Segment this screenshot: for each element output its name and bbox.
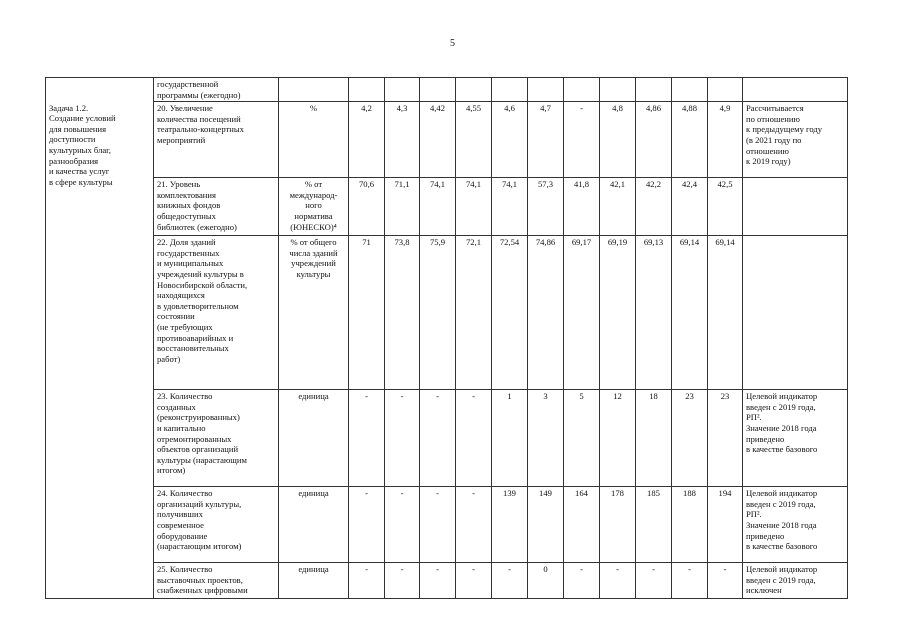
value-cell: 12 (600, 390, 636, 487)
value-cell: - (349, 563, 385, 599)
table-row (46, 236, 848, 390)
value-cell: 139 (492, 487, 528, 563)
value-cell: 4,88 (672, 102, 708, 178)
task-cell: Задача 1.2. Создание условий для повышения доступности культурных благ, разнообразия и качества услуг в сфере культуры (46, 102, 154, 599)
note-cell: Целевой индикатор введен с 2019 года, РП². Значение 2018 года приведено в качестве базового (743, 390, 848, 487)
value-cell: - (385, 563, 420, 599)
value-cell: 4,7 (528, 102, 564, 178)
value-cell (420, 78, 456, 102)
note-cell: Целевой индикатор введен с 2019 года, РП². Значение 2018 года приведено в качестве базового (743, 487, 848, 563)
value-cell: 74,86 (528, 236, 564, 390)
note-cell (743, 178, 848, 236)
value-cell: 71,1 (385, 178, 420, 236)
value-cell: 69,17 (564, 236, 600, 390)
table-row (46, 102, 848, 178)
value-cell: 70,6 (349, 178, 385, 236)
indicators-table (45, 77, 848, 599)
unit-cell: % от международ- ного норматива (ЮНЕСКО)⁴ (279, 178, 349, 236)
indicator-cell: 22. Доля зданий государственных и муниципальных учреждений культуры в Новосибирской области, находящихся в удовлетворительном состоянии (не требующих противоаварийных и восстановительных работ) (154, 236, 279, 390)
value-cell: 23 (708, 390, 743, 487)
indicator-cell: 24. Количество организаций культуры, получивших современное оборудование (нарастающим итогом) (154, 487, 279, 563)
value-cell: - (456, 487, 492, 563)
value-cell (528, 78, 564, 102)
indicator-cell: 21. Уровень комплектования книжных фондов общедоступных библиотек (ежегодно) (154, 178, 279, 236)
value-cell: 73,8 (385, 236, 420, 390)
task-cell-top (46, 78, 154, 102)
value-cell: 42,4 (672, 178, 708, 236)
value-cell: 42,5 (708, 178, 743, 236)
value-cell: - (708, 563, 743, 599)
value-cell: 3 (528, 390, 564, 487)
value-cell: - (456, 390, 492, 487)
value-cell: - (672, 563, 708, 599)
value-cell: 72,54 (492, 236, 528, 390)
value-cell: 4,3 (385, 102, 420, 178)
value-cell: 4,9 (708, 102, 743, 178)
value-cell (492, 78, 528, 102)
table-row (46, 78, 848, 102)
value-cell (564, 78, 600, 102)
value-cell: - (564, 563, 600, 599)
value-cell: 41,8 (564, 178, 600, 236)
value-cell: 69,13 (636, 236, 672, 390)
table-row (46, 390, 848, 487)
value-cell: - (420, 390, 456, 487)
value-cell: 4,42 (420, 102, 456, 178)
value-cell: 0 (528, 563, 564, 599)
note-cell (743, 78, 848, 102)
unit-cell: единица (279, 563, 349, 599)
value-cell: - (600, 563, 636, 599)
value-cell: - (349, 487, 385, 563)
value-cell: - (385, 390, 420, 487)
value-cell: - (492, 563, 528, 599)
value-cell: 185 (636, 487, 672, 563)
unit-cell: % от общего числа зданий учреждений культуры (279, 236, 349, 390)
value-cell: 74,1 (456, 178, 492, 236)
value-cell: 57,3 (528, 178, 564, 236)
unit-cell: единица (279, 390, 349, 487)
value-cell (672, 78, 708, 102)
value-cell (708, 78, 743, 102)
value-cell: - (349, 390, 385, 487)
value-cell: 178 (600, 487, 636, 563)
indicator-cell: 25. Количество выставочных проектов, снабженных цифровыми (154, 563, 279, 599)
value-cell: 1 (492, 390, 528, 487)
value-cell: 18 (636, 390, 672, 487)
value-cell (456, 78, 492, 102)
table-row (46, 563, 848, 599)
table-row (46, 178, 848, 236)
value-cell (636, 78, 672, 102)
value-cell (385, 78, 420, 102)
value-cell: 188 (672, 487, 708, 563)
table-row (46, 487, 848, 563)
value-cell: 4,2 (349, 102, 385, 178)
value-cell: 74,1 (420, 178, 456, 236)
indicator-cell: государственной программы (ежегодно) (154, 78, 279, 102)
value-cell: 4,6 (492, 102, 528, 178)
indicator-cell: 20. Увеличение количества посещений театрально-концертных мероприятий (154, 102, 279, 178)
value-cell: 69,19 (600, 236, 636, 390)
indicator-cell: 23. Количество созданных (реконструированных) и капитально отремонтированных объектов организаций культуры (нарастающим итогом) (154, 390, 279, 487)
note-cell: Целевой индикатор введен с 2019 года, исключен (743, 563, 848, 599)
value-cell: 149 (528, 487, 564, 563)
note-cell: Рассчитывается по отношению к предыдущему году (в 2021 году по отношению к 2019 году) (743, 102, 848, 178)
value-cell: 74,1 (492, 178, 528, 236)
value-cell: 4,55 (456, 102, 492, 178)
value-cell: 5 (564, 390, 600, 487)
value-cell: 23 (672, 390, 708, 487)
value-cell: - (420, 563, 456, 599)
value-cell: - (456, 563, 492, 599)
value-cell: 164 (564, 487, 600, 563)
value-cell: 69,14 (672, 236, 708, 390)
value-cell: 72,1 (456, 236, 492, 390)
value-cell: 42,1 (600, 178, 636, 236)
value-cell: - (564, 102, 600, 178)
value-cell: 69,14 (708, 236, 743, 390)
value-cell: 194 (708, 487, 743, 563)
unit-cell: единица (279, 487, 349, 563)
value-cell: 4,8 (600, 102, 636, 178)
value-cell: 71 (349, 236, 385, 390)
unit-cell: % (279, 102, 349, 178)
value-cell: - (385, 487, 420, 563)
value-cell: 4,86 (636, 102, 672, 178)
page-number: 5 (450, 38, 455, 49)
value-cell: - (420, 487, 456, 563)
value-cell (349, 78, 385, 102)
value-cell (600, 78, 636, 102)
value-cell: 75,9 (420, 236, 456, 390)
unit-cell (279, 78, 349, 102)
note-cell (743, 236, 848, 390)
value-cell: 42,2 (636, 178, 672, 236)
value-cell: - (636, 563, 672, 599)
